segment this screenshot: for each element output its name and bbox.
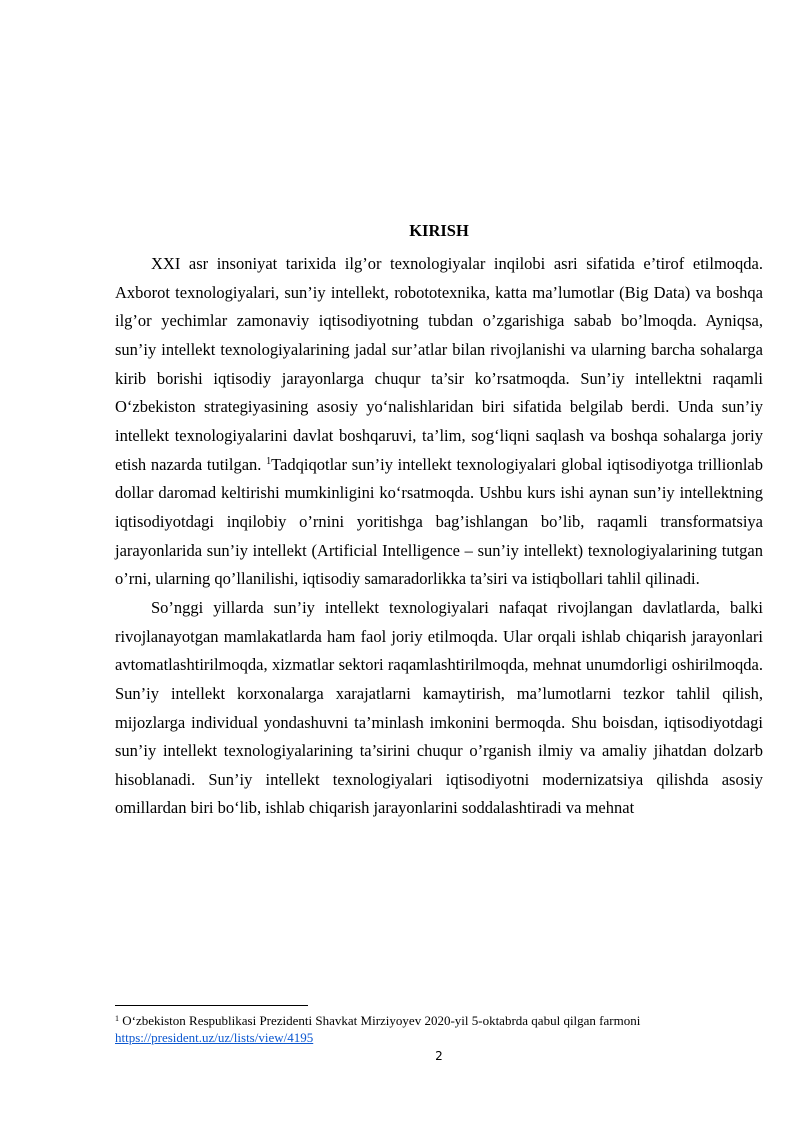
footnote-separator (115, 1005, 308, 1006)
footnote-link[interactable]: https://president.uz/uz/lists/view/4195 (115, 1030, 314, 1045)
paragraph-1 (115, 250, 763, 594)
paragraph-2: So’nggi yillarda sun’iy intellekt texnologiyalari nafaqat rivojlangan davlatlarda, balki rivojlanayotgan mamlakatlarda ham faol joriy etilmoqda. Ular orqali ishlab chiqarish jarayonlari avtomatlashtirilmoqda, xizmatlar sektori raqamlashtirilmoqda, mehnat unumdorligi oshirilmoqda. Sun’iy intellekt korxonalarga xarajatlarni kamaytirish, ma’lumotlarni tezkor tahlil qilish, mijozlarga individual yondashuvni ta’minlash imkonini bermoqda. Shu boisdan, iqtisodiyotdagi sun’iy intellekt texnologiyalarining ta’sirini chuqur o’rganish ilmiy va amaliy jihatdan dolzarb hisoblanadi. Sun’iy intellekt texnologiyalari iqtisodiyotni modernizatsiya qilishda asosiy omillardan biri bo‘lib, ishlab chiqarish jarayonlarini soddalashtiradi va mehnat (115, 597, 763, 818)
page-number: 2 (435, 1049, 443, 1063)
paragraph-1-text: XXI asr insoniyat tarixida ilg’or texnologiyalar inqilobi asri sifatida e’tirof etilmoqda. Axborot texnologiyalari, sun’iy intellekt, robototexnika, katta ma’lumotlar (Big Data) va boshqa ilg’or yechimlar zamonaviy iqtisodiyotning tubdan o’zgarishiga sabab bo’lmoqda. Ayniqsa, sun’iy intellekt texnologiyalarining jadal sur’atlar bilan rivojlanishi va ularning barcha sohalarga kirib borishi iqtisodiy jarayonlarga chuqur ta’sir ko’rsatmoqda. Sun’iy intellektni raqamli O‘zbekiston strategiyasining asosiy yo‘nalishlaridan biri sifatida belgilab berdi. Unda sun’iy intellekt texnologiyalarini davlat boshqaruvi, ta’lim, sog‘liqni saqlash va boshqa sohalarga joriy etish nazarda tutilgan. (115, 254, 763, 474)
footnote-text: O‘zbekiston Respublikasi Prezidenti Shavkat Mirziyoyev 2020-yil 5-oktabrda qabul qilgan farmoni (119, 1013, 641, 1028)
footnote-reference[interactable]: 1 (266, 455, 272, 467)
paragraph-1-text-continued: Tadqiqotlar sun’iy intellekt texnologiyalari global iqtisodiyotga trillionlab dollar daromad keltirishi mumkinligini ko‘rsatmoqda. Ushbu kurs ishi aynan sun’iy intellektning iqtisodiyotdagi inqilobiy o’rnini yoritishga bag’ishlangan bo’lib, raqamli transformatsiya jarayonlarida sun’iy intellekt (Artificial Intelligence – sun’iy intellekt) texnologiyalarining tutgan o’rni, ularning qo’llanilishi, iqtisodiy samaradorlikka ta’siri va istiqbollari tahlil qilinadi. (115, 454, 763, 589)
section-heading: KIRISH (409, 221, 469, 240)
footnote (115, 1012, 763, 1046)
footnote-mark: 1 (115, 1014, 119, 1023)
body-text (115, 250, 763, 823)
